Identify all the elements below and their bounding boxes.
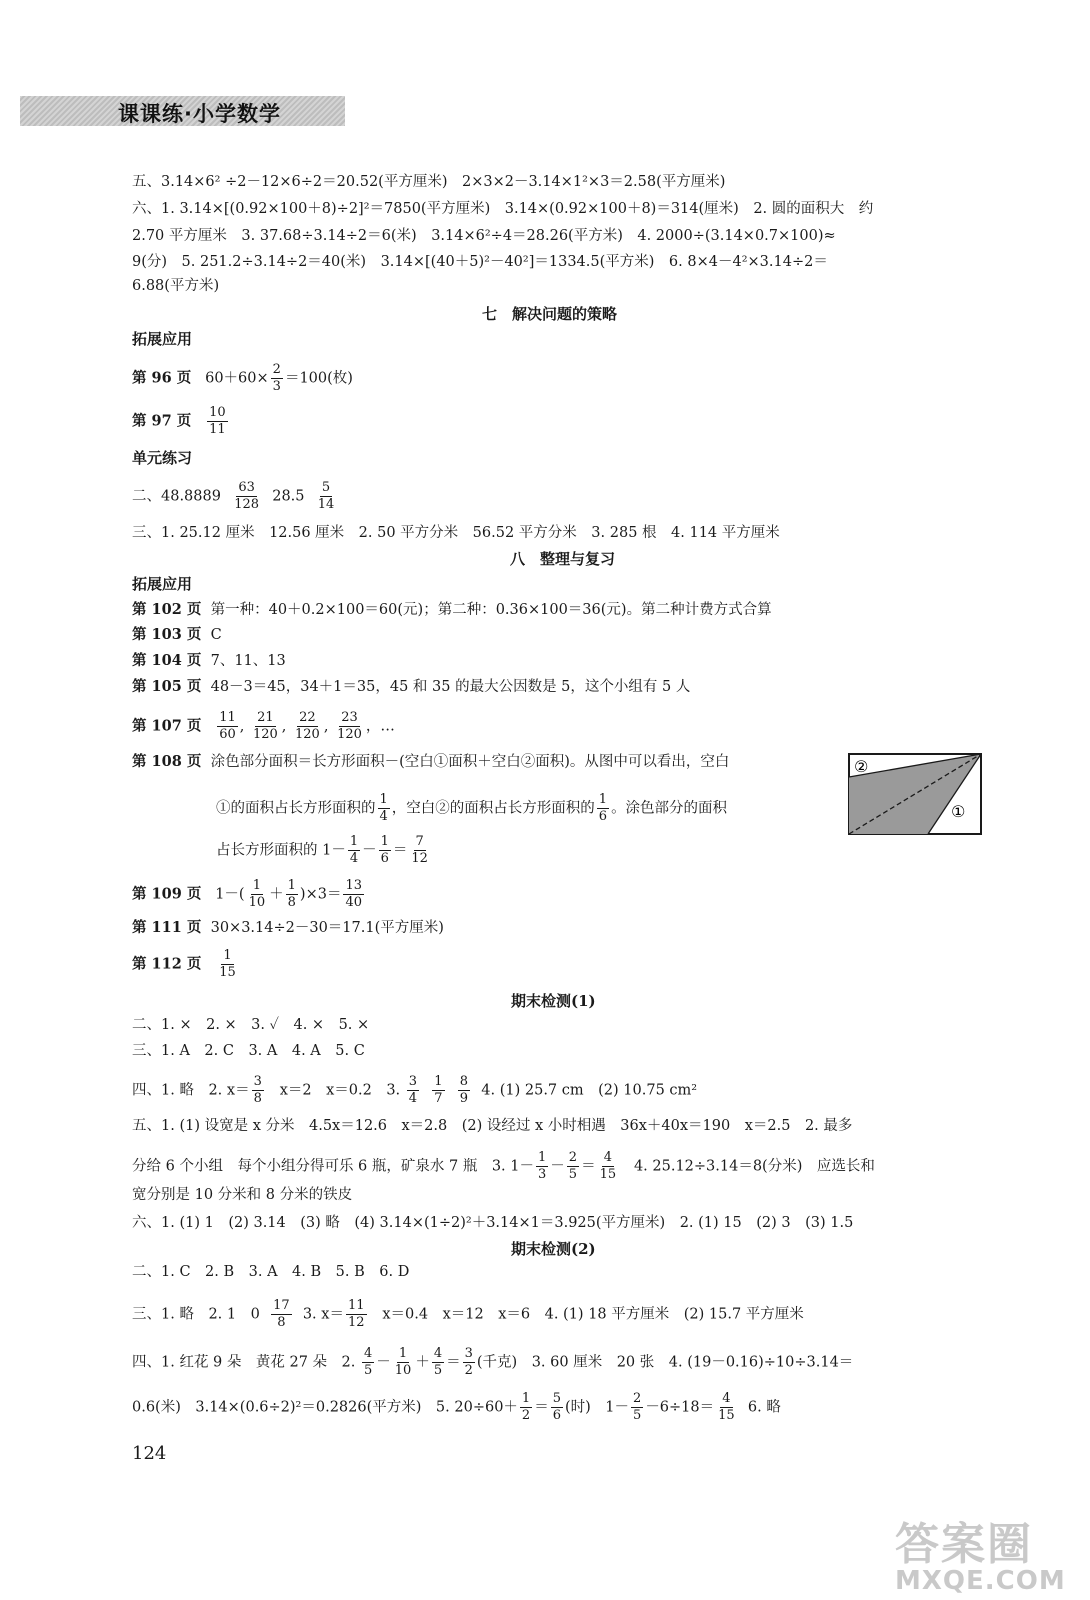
- answer-text: 30×3.14÷2－30＝17.1(平方厘米): [210, 920, 444, 936]
- denominator: 5: [568, 1167, 578, 1182]
- page-label: 第 112 页: [132, 955, 202, 973]
- page-answer: [132, 362, 353, 395]
- numerator: 63: [238, 480, 255, 495]
- numerator: 1: [223, 948, 232, 963]
- numerator: 4: [433, 1346, 443, 1361]
- numerator: 11: [347, 1298, 365, 1313]
- chapter-title: 八 整理与复习: [510, 550, 616, 568]
- denominator: 11: [209, 422, 226, 437]
- denominator: 6: [598, 809, 608, 824]
- answer-text: 6. 略: [747, 1399, 781, 1416]
- numerator: 10: [209, 405, 226, 420]
- fraction: [232, 480, 261, 513]
- numerator: 2: [568, 1150, 578, 1165]
- page-answer: [132, 600, 772, 620]
- answer-text: ①的面积占长方形面积的: [216, 800, 376, 817]
- rectangle-diagram: [848, 753, 982, 835]
- page-answer: [132, 625, 222, 645]
- denominator: 7: [434, 1091, 443, 1106]
- fraction: [207, 405, 228, 438]
- watermark-text: 答案圈: [895, 1519, 1033, 1570]
- fraction: [217, 710, 238, 743]
- exam-title: 期末检测(2): [511, 1240, 596, 1258]
- answer-line: 二、1. C 2. B 3. A 4. B 5. B 6. D: [132, 1264, 410, 1280]
- answer-text: x＝0.4 x＝12 x＝6 4. (1) 18 平方厘米 (2) 15.7 平方厘米: [382, 1306, 804, 1323]
- numerator: 23: [341, 710, 358, 725]
- denominator: 8: [277, 1315, 286, 1330]
- denominator: 5: [633, 1408, 642, 1423]
- answer-text: 涂色部分面积＝长方形面积－(空白①面积＋空白②面积)。从图中可以看出，空白: [210, 754, 730, 770]
- answer-text: ，…: [365, 718, 395, 735]
- denominator: 4: [349, 851, 359, 866]
- answer-text: 60＋60×: [205, 370, 269, 387]
- denominator: 5: [433, 1363, 443, 1378]
- denominator: 4: [379, 809, 388, 824]
- fraction: [335, 710, 364, 743]
- answer-line: 六、1. 3.14×[(0.92×100＋8)÷2]²＝7850(平方厘米) 3.14×(0.92×100＋8)＝314(厘米) 2. 圆的面积大 约: [132, 201, 874, 217]
- fraction: [409, 834, 430, 867]
- numerator: 2: [272, 362, 281, 377]
- fraction: [463, 1346, 475, 1379]
- fraction: [271, 362, 283, 395]
- denominator: 8: [253, 1091, 262, 1106]
- answer-text: 。涂色部分的面积: [611, 800, 728, 817]
- page-answer: 第 107 页 $\frac{11}{60}$ , $\frac{21}{120}$ , $\frac{22}{120}$ , $\frac{23}{120}$ ，…: [132, 710, 395, 742]
- fraction: [551, 1391, 563, 1424]
- answer-text: C: [210, 627, 222, 643]
- watermark-url: MXQE.COM: [895, 1566, 1066, 1596]
- page-label: 第 109 页: [132, 885, 202, 903]
- fraction: [293, 710, 322, 743]
- numerator: 1: [380, 834, 389, 849]
- numerator: 7: [415, 834, 424, 849]
- denominator: 12: [347, 1315, 365, 1330]
- fraction: [407, 1074, 419, 1107]
- numerator: 1: [538, 1150, 547, 1165]
- page-label: 第 103 页: [132, 626, 202, 643]
- denominator: 10: [394, 1363, 412, 1378]
- answer-line: 9(分) 5. 251.2÷3.14÷2＝40(米) 3.14×[(40＋5)²－40²]＝1334.5(平方米) 6. 8×4－4²×3.14÷2＝: [132, 254, 828, 270]
- numerator: 3: [464, 1346, 473, 1361]
- answer-text: )×3＝: [299, 886, 342, 903]
- answer-text: ，空白②的面积占长方形面积的: [391, 800, 595, 817]
- answer-text: 分给 6 个小组 每个小组分得可乐 6 瓶，矿泉水 7 瓶 3. 1－: [132, 1158, 534, 1175]
- page-number: 124: [132, 1443, 167, 1464]
- answer-text: 3. x＝: [302, 1306, 344, 1323]
- answer-line: [132, 1074, 697, 1107]
- answer-text: 第一种：40＋0.2×100＝60(元)；第二种：0.36×100＝36(元)。第二种计费方式合算: [210, 602, 772, 618]
- numerator: 4: [364, 1346, 373, 1361]
- numerator: 1: [349, 834, 359, 849]
- book-header-banner: [20, 96, 345, 126]
- numerator: 4: [603, 1150, 612, 1165]
- exam-title: 期末检测(1): [511, 992, 596, 1010]
- answer-text: 四、1. 略 2. x＝: [132, 1082, 250, 1099]
- page-label: 第 104 页: [132, 652, 202, 669]
- numerator: 1: [434, 1074, 443, 1089]
- page-label: 第 102 页: [132, 601, 202, 618]
- page-answer: 第 109 页 1－( $\frac{1}{10}$ ＋ $\frac{1}{8}$ )×3＝ $\frac{13}{40}$: [132, 878, 363, 910]
- fraction: [252, 1074, 264, 1107]
- denominator: 15: [599, 1167, 617, 1182]
- page-label: 第 111 页: [132, 919, 202, 936]
- answer-text: 三、1. 略 2. 1 0: [132, 1306, 260, 1323]
- numerator: 11: [219, 710, 236, 725]
- denominator: 12: [411, 851, 428, 866]
- answer-text: 28.5: [272, 488, 305, 505]
- fraction: [217, 948, 238, 981]
- fraction: [343, 878, 364, 911]
- answer-text: 4. 25.12÷3.14＝8(分米) 应选长和: [633, 1158, 875, 1175]
- section-heading: 拓展应用: [132, 575, 193, 593]
- answer-line: 0.6(米) 3.14×(0.6÷2)²＝0.2826(平方米) 5. 20÷60＋ $\frac{1}{2}$ ＝ $\frac{5}{6}$ (时) 1－ $\frac{2}{5}$ －6÷18＝ $\frac{4}{15}$ 6. 略: [132, 1391, 781, 1423]
- numerator: 1: [252, 878, 261, 893]
- denominator: 120: [252, 727, 278, 742]
- denominator: 4: [408, 1091, 418, 1106]
- answer-text: 1－(: [215, 886, 245, 903]
- page-label: 第 107 页: [132, 717, 202, 735]
- numerator: 8: [459, 1074, 469, 1089]
- chapter-title: 七 解决问题的策略: [482, 305, 618, 323]
- answer-line: 6.88(平方米): [132, 278, 220, 294]
- fraction: [271, 1298, 292, 1331]
- denominator: 128: [234, 497, 260, 512]
- fraction: [536, 1150, 548, 1183]
- fraction: [247, 878, 268, 911]
- answer-line: 五、3.14×6² ÷2－12×6÷2＝20.52(平方厘米) 2×3×2－3.14×1²×3＝2.58(平方厘米): [132, 174, 726, 190]
- fraction: [348, 834, 360, 867]
- denominator: 6: [380, 851, 389, 866]
- fraction: [316, 480, 337, 513]
- numerator: 3: [408, 1074, 418, 1089]
- page-answer: [132, 918, 444, 938]
- denominator: 40: [345, 895, 363, 910]
- answer-text: 二、48.8889: [132, 488, 221, 505]
- answer-text: 4. (1) 25.7 cm (2) 10.75 cm²: [481, 1082, 698, 1099]
- numerator: 13: [345, 878, 363, 893]
- fraction: [520, 1391, 532, 1424]
- fraction: [716, 1391, 737, 1424]
- denominator: 3: [538, 1167, 547, 1182]
- fraction: [379, 834, 391, 867]
- fraction: [251, 710, 280, 743]
- denominator: 60: [219, 727, 236, 742]
- answer-line: [216, 792, 727, 825]
- fraction: [393, 1346, 414, 1379]
- fraction: [432, 1346, 444, 1379]
- denominator: 6: [552, 1408, 561, 1423]
- page-label: 第 108 页: [132, 753, 202, 770]
- fraction: [458, 1074, 470, 1107]
- answer-text: (时) 1－: [564, 1399, 630, 1416]
- answer-text: －6÷18＝: [645, 1399, 715, 1416]
- denominator: 5: [364, 1363, 373, 1378]
- denominator: 15: [718, 1408, 735, 1423]
- region-label: ①: [951, 802, 966, 821]
- watermark-logo: [895, 1508, 1066, 1596]
- answer-line: 占长方形面积的 1－ $\frac{1}{4}$ － $\frac{1}{6}$ ＝ $\frac{7}{12}$: [216, 834, 428, 866]
- section-heading: 单元练习: [132, 449, 193, 467]
- answer-line: [132, 1298, 804, 1331]
- fraction: [346, 1298, 367, 1331]
- fraction: [432, 1074, 444, 1107]
- fraction: [378, 792, 390, 825]
- page-answer: [132, 677, 690, 697]
- numerator: 5: [552, 1391, 561, 1406]
- denominator: 120: [337, 727, 362, 742]
- numerator: 21: [257, 710, 274, 725]
- region-label: ②: [854, 757, 869, 776]
- numerator: 1: [287, 878, 296, 893]
- page-label: 第 97 页: [132, 412, 192, 430]
- denominator: 9: [459, 1091, 469, 1106]
- denominator: 15: [219, 965, 236, 980]
- answer-text: 7、11、13: [210, 653, 286, 669]
- book-title: 课课练·小学数学: [118, 102, 281, 126]
- page-answer: [132, 752, 729, 772]
- numerator: 1: [521, 1391, 531, 1406]
- numerator: 1: [398, 1346, 408, 1361]
- denominator: 8: [287, 895, 296, 910]
- answer-line: 二、1. × 2. × 3. ✓ 4. × 5. ×: [132, 1017, 370, 1033]
- section-heading: 拓展应用: [132, 330, 193, 348]
- numerator: 4: [722, 1391, 731, 1406]
- fraction: [598, 1150, 619, 1183]
- answer-text: 占长方形面积的 1－: [216, 842, 346, 859]
- answer-text: (千克) 3. 60 厘米 20 张 4. (19－0.16)÷10÷3.14＝: [476, 1354, 854, 1371]
- numerator: 3: [253, 1074, 262, 1089]
- numerator: 1: [379, 792, 388, 807]
- denominator: 2: [464, 1363, 473, 1378]
- answer-line: 分给 6 个小组 每个小组分得可乐 6 瓶，矿泉水 7 瓶 3. 1－ $\frac{1}{3}$ － $\frac{2}{5}$ ＝ $\frac{4}{15}$ 4. 25.12÷3.14＝8(分米) 应选长和: [132, 1150, 875, 1182]
- answer-text: 0.6(米) 3.14×(0.6÷2)²＝0.2826(平方米) 5. 20÷60＋: [132, 1399, 518, 1416]
- fraction: [362, 1346, 374, 1379]
- answer-text: x＝2 x＝0.2 3.: [279, 1082, 401, 1099]
- answer-line: 五、1. (1) 设宽是 x 分米 4.5x＝12.6 x＝2.8 (2) 设经过 x 小时相遇 36x＋40x＝190 x＝2.5 2. 最多: [132, 1118, 853, 1134]
- numerator: 1: [598, 792, 608, 807]
- page-label: 第 105 页: [132, 678, 202, 695]
- fraction: [597, 792, 609, 825]
- answer-text: ＝100(枚): [284, 370, 353, 387]
- numerator: 5: [321, 480, 331, 495]
- answer-line: 2.70 平方厘米 3. 37.68÷3.14÷2＝6(米) 3.14×6²÷4＝28.26(平方米) 4. 2000÷(3.14×0.7×100)≈: [132, 228, 836, 244]
- fraction: [567, 1150, 579, 1183]
- fraction: [286, 878, 298, 911]
- answer-text: 48－3＝45，34＋1＝35，45 和 35 的最大公因数是 5，这个小组有 5 人: [210, 679, 691, 695]
- denominator: 2: [521, 1408, 531, 1423]
- answer-line: 四、1. 红花 9 朵 黄花 27 朵 2. $\frac{4}{5}$ － $\frac{1}{10}$ ＋ $\frac{4}{5}$ ＝ $\frac{3}{2}$ (千克) 3. 60 厘米 20 张 4. (19－0.16)÷10÷3.14＝: [132, 1346, 854, 1378]
- denominator: 14: [317, 497, 335, 512]
- answer-line: 三、1. A 2. C 3. A 4. A 5. C: [132, 1043, 365, 1059]
- page-answer: [132, 651, 286, 671]
- numerator: 22: [299, 710, 316, 725]
- numerator: 2: [633, 1391, 642, 1406]
- answer-line: 宽分别是 10 分米和 8 分米的铁皮: [132, 1187, 353, 1203]
- answer-line: 三、1. 25.12 厘米 12.56 厘米 2. 50 平方分米 56.52 平方分米 3. 285 根 4. 114 平方厘米: [132, 525, 780, 541]
- answer-line: 六、1. (1) 1 (2) 3.14 (3) 略 (4) 3.14×(1÷2)²＋3.14×1＝3.925(平方厘米) 2. (1) 15 (2) 3 (3) 1.5: [132, 1215, 854, 1231]
- page-answer: [132, 405, 230, 438]
- answer-text: 四、1. 红花 9 朵 黄花 27 朵 2.: [132, 1354, 356, 1371]
- page-answer: [132, 948, 240, 981]
- fraction: [631, 1391, 643, 1424]
- denominator: 3: [272, 379, 281, 394]
- answer-line: [132, 480, 338, 513]
- denominator: 10: [248, 895, 266, 910]
- numerator: 17: [273, 1298, 290, 1313]
- page-label: 第 96 页: [132, 369, 192, 387]
- denominator: 120: [295, 727, 320, 742]
